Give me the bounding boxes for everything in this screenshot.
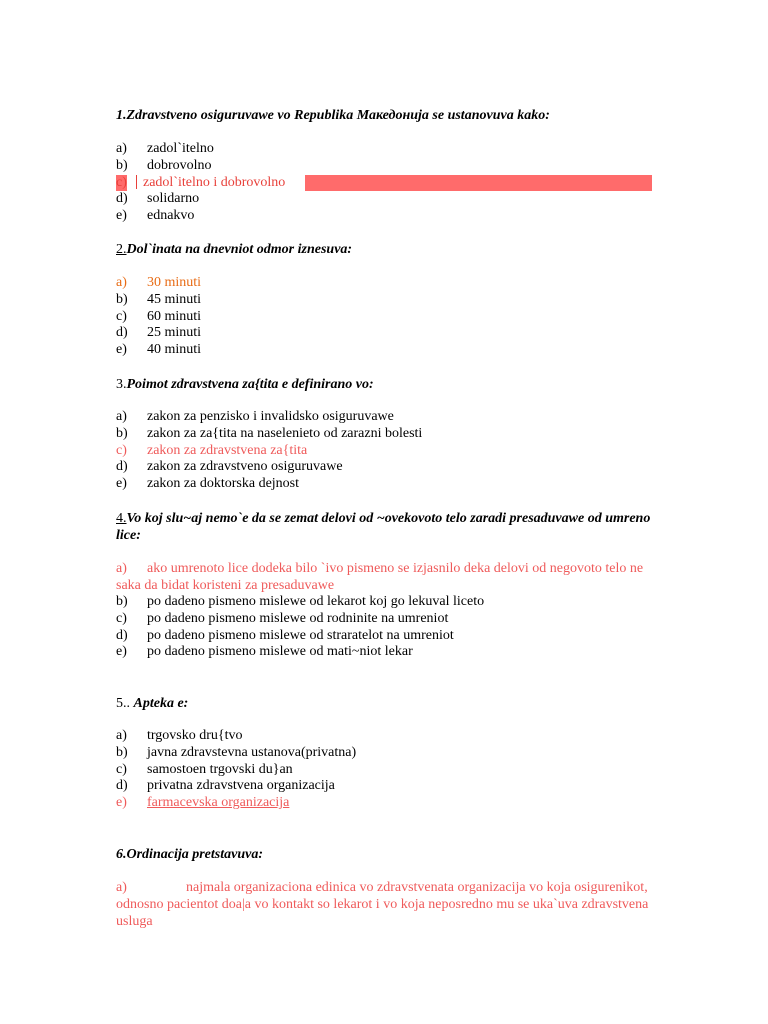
question-3-text: Poimot zdravstvena za{tita e definirano vo:: [126, 377, 374, 392]
question-1-text: Zdravstveno osiguruvawe vo Republika Македонија se ustanovuva kako:: [126, 108, 550, 123]
option-2b[interactable]: b) 45 minuti: [116, 291, 202, 307]
option-4e[interactable]: e) po dadeno pismeno mislewe od mati~niot lekar: [116, 644, 413, 660]
question-6-number: 6.: [116, 847, 127, 862]
question-2-title: [116, 241, 656, 258]
question-4-title: [116, 510, 656, 544]
question-5-title: [116, 695, 656, 712]
question-2-number: 2.: [116, 242, 127, 257]
option-2e[interactable]: e) 40 minuti: [116, 342, 202, 358]
option-4a-selected[interactable]: a) ako umrenoto lice dodeka bilo `ivo pismeno se izjasnilo deka delovi od negovoto telo ne saka da bidat koristeni za presaduvawe: [116, 561, 644, 593]
option-5d[interactable]: d) privatna zdravstvena organizacija: [116, 778, 335, 794]
option-4b[interactable]: b) po dadeno pismeno mislewe od lekarot koj go lekuval liceto: [116, 594, 485, 609]
option-3e[interactable]: e) zakon za doktorska dejnost: [116, 476, 300, 492]
option-4a-text: ako umrenoto lice dodeka bilo `ivo pismeno se izjasnilo deka delovi od negovoto telo ne saka da bidat koristeni za presaduvawe: [116, 561, 644, 593]
question-4-number: 4.: [116, 511, 127, 526]
question-3-title: [116, 376, 656, 393]
option-3d[interactable]: d) zakon za zdravstveno osiguruvawe: [116, 459, 343, 475]
option-1a[interactable]: a) zadol`itelno: [116, 141, 214, 156]
question-4-options: [116, 594, 656, 661]
option-6a-selected[interactable]: a) najmala organizaciona edinica vo zdravstvenata organizacija vo koja osigurenikot, odnosno pacientot doa|a vo kontakt so lekarot i vo koja neposredno mu se uka`uva zdravstvena usluga: [116, 880, 649, 929]
option-2a-selected[interactable]: a) 30 minuti: [116, 275, 202, 290]
option-3b[interactable]: b) zakon za za{tita na naselenieto od zarazni bolesti: [116, 425, 423, 441]
question-1-options: [116, 141, 656, 225]
question-3-number: 3.: [116, 377, 127, 392]
option-1e[interactable]: e) ednakvo: [116, 208, 195, 224]
option-5a[interactable]: a) trgovsko dru{tvo: [116, 728, 243, 743]
question-5-text: Apteka e:: [133, 696, 189, 711]
text-cursor-icon: [136, 175, 137, 189]
option-2d[interactable]: d) 25 minuti: [116, 325, 202, 341]
option-1d[interactable]: d) solidarno: [116, 191, 200, 207]
option-5e-selected[interactable]: e) farmacevska organizacija: [116, 795, 290, 811]
option-3a[interactable]: a) zakon za penzisko i invalidsko osiguruvawe: [116, 409, 394, 424]
option-5b[interactable]: b) javna zdravstevna ustanova(privatna): [116, 744, 357, 760]
question-5-options: [116, 728, 656, 812]
highlight-bar: [305, 175, 652, 192]
option-4c[interactable]: c) po dadeno pismeno mislewe od rodninite na umreniot: [116, 610, 449, 626]
option-4d[interactable]: d) po dadeno pismeno mislewe od straratelot na umreniot: [116, 627, 454, 643]
option-5c[interactable]: c) samostoen trgovski du}an: [116, 761, 293, 777]
question-6-title: [116, 846, 656, 863]
option-2c[interactable]: c) 60 minuti: [116, 308, 202, 324]
question-3-options: [116, 409, 656, 493]
question-4-text: Vo koj slu~aj nemo`e da se zemat delovi od ~ovekovoto telo zaradi presaduvawe od umreno lice:: [116, 511, 651, 543]
option-1c-selected[interactable]: c) zadol`itelno i dobrovolno: [116, 175, 656, 192]
question-2-options: [116, 275, 656, 359]
option-1b[interactable]: b) dobrovolno: [116, 157, 212, 173]
question-2-text: Dol`inata na dnevniot odmor iznesuva:: [126, 242, 353, 257]
question-6-text: Ordinacija pretstavuva:: [126, 847, 263, 862]
option-6a-text: najmala organizaciona edinica vo zdravstvenata organizacija vo koja osigurenikot, odnosno pacientot doa|a vo kontakt so lekarot i vo koja neposredno mu se uka`uva zdravstvena usluga: [116, 880, 649, 929]
question-1-title: [116, 107, 656, 124]
question-1-number: 1.: [116, 108, 127, 123]
question-5-number: 5..: [116, 696, 130, 711]
option-3c-selected[interactable]: c) zakon za zdravstvena za{tita: [116, 442, 308, 458]
